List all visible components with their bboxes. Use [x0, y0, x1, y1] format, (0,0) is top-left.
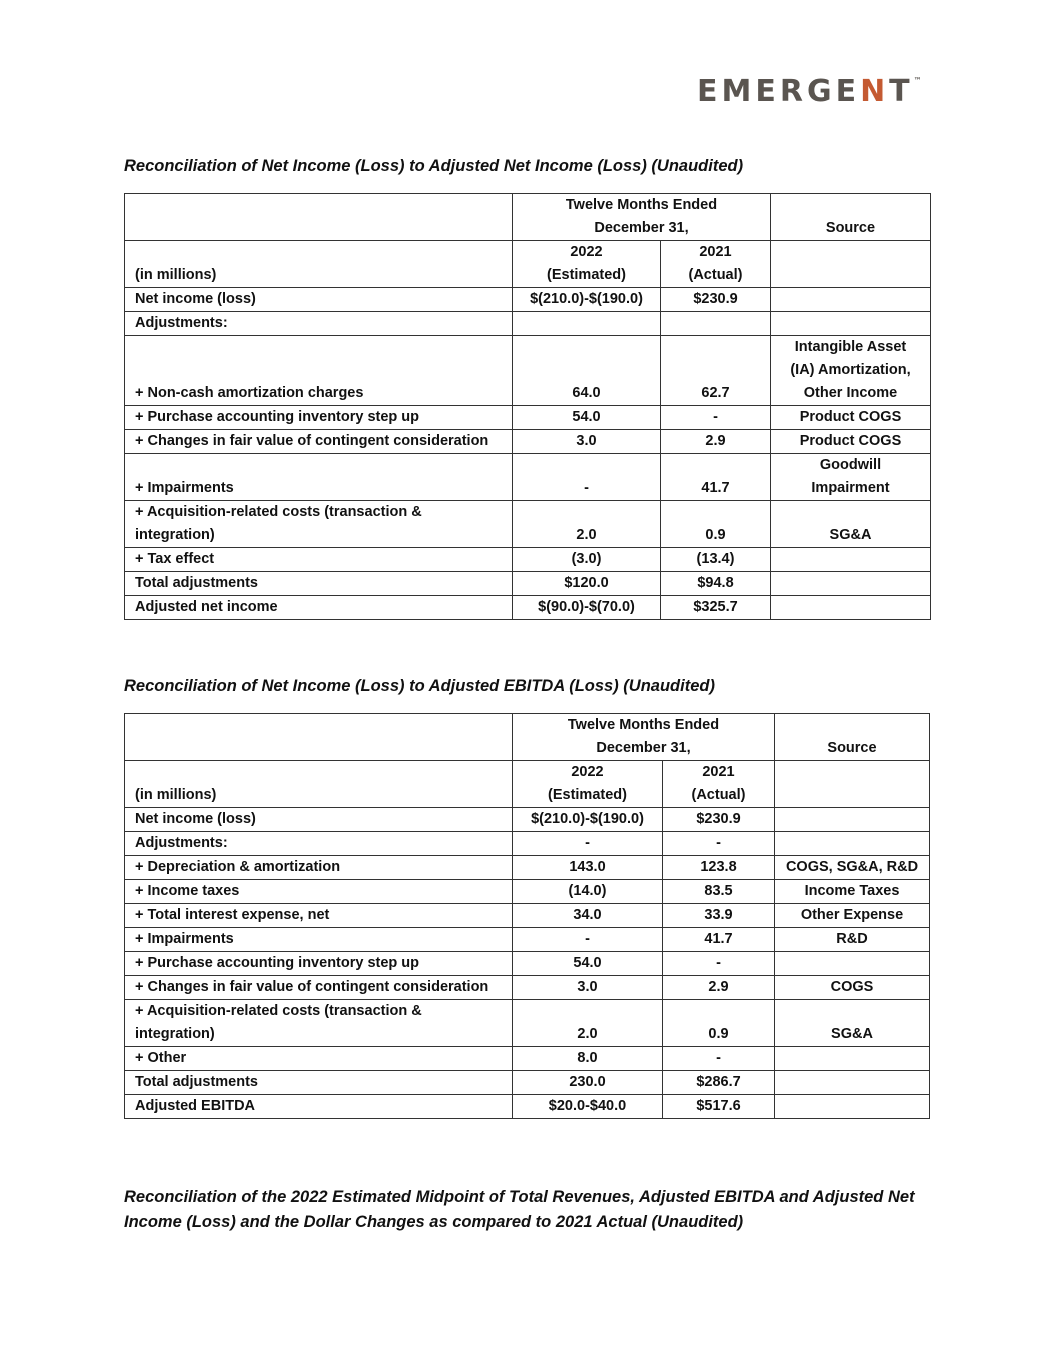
footer-title-line-2: Income (Loss) and the Dollar Changes as compared to 2021 Actual (Unaudited): [124, 1213, 744, 1231]
value-2022: 2.0: [513, 1000, 663, 1047]
table-row: [125, 904, 930, 928]
source-cell: [771, 288, 931, 312]
row-label: [125, 406, 513, 430]
source-cell: [775, 1047, 930, 1071]
value-2021: 2.9: [661, 430, 771, 454]
source-cell: [775, 1000, 930, 1047]
table-row: [125, 832, 930, 856]
value-2021: -: [663, 832, 775, 856]
value-2021: $325.7: [661, 596, 771, 620]
table-row: [125, 430, 931, 454]
row-label-line: + Purchase accounting inventory step up: [135, 409, 420, 425]
table-row: [125, 406, 931, 430]
source-cell: [775, 1095, 930, 1119]
row-label-line: + Acquisition-related costs (transaction &: [135, 504, 422, 520]
value-2021: -: [661, 406, 771, 430]
value-2022: [513, 312, 661, 336]
period-header: [513, 194, 771, 241]
source-cell-line: COGS: [830, 979, 874, 995]
row-label: [125, 1071, 513, 1095]
row-label-line: Total adjustments: [135, 1074, 258, 1090]
value-2021: 33.9: [663, 904, 775, 928]
section-title-adjusted-net-income: Reconciliation of Net Income (Loss) to Adjusted Net Income (Loss) (Unaudited): [124, 157, 744, 175]
row-label-line: + Impairments: [135, 480, 234, 496]
row-label: [125, 808, 513, 832]
value-2022: $(90.0)-$(70.0): [513, 596, 661, 620]
value-2022: $(210.0)-$(190.0): [513, 808, 663, 832]
row-label-line: Net income (loss): [135, 811, 256, 827]
column-header-2022-line: 2022: [571, 764, 604, 780]
value-2022: 54.0: [513, 952, 663, 976]
row-label: [125, 1047, 513, 1071]
row-label: [125, 336, 513, 406]
source-cell-line: SG&A: [829, 527, 872, 543]
period-header: [513, 714, 775, 761]
value-2021: 41.7: [661, 454, 771, 501]
source-cell: [771, 548, 931, 572]
row-label: [125, 1095, 513, 1119]
adjusted-ebitda-table: [124, 713, 930, 1119]
source-cell: [771, 312, 931, 336]
source-cell: [775, 856, 930, 880]
source-cell-line: Income Taxes: [804, 883, 900, 899]
column-header-2021-line: 2021: [699, 244, 732, 260]
source-header: Source: [771, 194, 931, 241]
value-2022: (3.0): [513, 548, 661, 572]
value-2022: (14.0): [513, 880, 663, 904]
units-label: (in millions): [125, 241, 513, 288]
value-2021: 0.9: [661, 501, 771, 548]
table-header-row: [125, 194, 931, 241]
table-row: [125, 808, 930, 832]
column-header-2022-line: (Estimated): [548, 787, 627, 803]
row-label: [125, 572, 513, 596]
table-row: [125, 928, 930, 952]
row-label: [125, 288, 513, 312]
row-label-line: + Changes in fair value of contingent consideration: [135, 433, 489, 449]
footer-title-line-1: Reconciliation of the 2022 Estimated Midpoint of Total Revenues, Adjusted EBITDA and Adjusted Net: [124, 1188, 915, 1206]
table-row: [125, 952, 930, 976]
source-cell: [775, 904, 930, 928]
row-label-line: Adjusted EBITDA: [135, 1098, 256, 1114]
column-header-2022-line: 2022: [570, 244, 603, 260]
source-cell: [775, 952, 930, 976]
header-blank-cell: [125, 194, 513, 241]
source-cell: [771, 336, 931, 406]
row-label: [125, 904, 513, 928]
source-cell: [775, 832, 930, 856]
column-header-2021-line: 2021: [702, 764, 735, 780]
table-row: [125, 856, 930, 880]
source-cell-line: Product COGS: [799, 409, 902, 425]
value-2022: 64.0: [513, 336, 661, 406]
table-row: [125, 312, 931, 336]
emergent-logo: EMERGENT™: [697, 74, 922, 109]
value-2022: 3.0: [513, 430, 661, 454]
column-header-2021-line: (Actual): [688, 267, 743, 283]
source-cell: [775, 880, 930, 904]
row-label-line: Adjustments:: [135, 835, 228, 851]
value-2021: [661, 312, 771, 336]
value-2021: 62.7: [661, 336, 771, 406]
row-label-line: + Impairments: [135, 931, 234, 947]
row-label: [125, 596, 513, 620]
source-cell: [771, 501, 931, 548]
row-label-line: integration): [135, 1026, 215, 1042]
table-header-row: [125, 714, 930, 761]
column-header-2022-line: (Estimated): [547, 267, 626, 283]
source-cell-line: Other Expense: [800, 907, 904, 923]
value-2021: $517.6: [663, 1095, 775, 1119]
row-label-line: + Total interest expense, net: [135, 907, 330, 923]
source-cell-line: Other Income: [803, 385, 898, 401]
source-blank-cell: [775, 761, 930, 808]
value-2022: -: [513, 454, 661, 501]
table-row: [125, 288, 931, 312]
source-cell-line: R&D: [836, 931, 868, 947]
logo-accent-letter: N: [860, 74, 890, 109]
row-label-line: + Acquisition-related costs (transaction &: [135, 1003, 422, 1019]
value-2021: 41.7: [663, 928, 775, 952]
table-row: [125, 548, 931, 572]
value-2022: $20.0-$40.0: [513, 1095, 663, 1119]
table-row: [125, 1000, 930, 1047]
source-cell: [775, 808, 930, 832]
value-2022: 143.0: [513, 856, 663, 880]
row-label-line: + Other: [135, 1050, 187, 1066]
source-cell: [771, 430, 931, 454]
value-2021: 83.5: [663, 880, 775, 904]
period-header-line: Twelve Months Ended: [565, 197, 718, 213]
row-label-line: Adjusted net income: [135, 599, 278, 615]
row-label: [125, 312, 513, 336]
period-header-line: December 31,: [594, 220, 689, 236]
source-cell: [775, 976, 930, 1000]
column-header-2022: [513, 241, 661, 288]
value-2022: 3.0: [513, 976, 663, 1000]
section-title-adjusted-ebitda: Reconciliation of Net Income (Loss) to Adjusted EBITDA (Loss) (Unaudited): [124, 677, 715, 695]
value-2021: (13.4): [661, 548, 771, 572]
table-row: [125, 336, 931, 406]
value-2022: $120.0: [513, 572, 661, 596]
table-row: [125, 454, 931, 501]
table-row: [125, 596, 931, 620]
source-cell: [771, 572, 931, 596]
source-cell: [771, 406, 931, 430]
header-blank-cell: [125, 714, 513, 761]
row-label-line: + Income taxes: [135, 883, 240, 899]
source-cell-line: Product COGS: [799, 433, 902, 449]
source-cell-line: Intangible Asset: [794, 339, 907, 355]
row-label: [125, 928, 513, 952]
value-2021: 123.8: [663, 856, 775, 880]
column-header-2021-line: (Actual): [691, 787, 746, 803]
adjusted-net-income-table: [124, 193, 931, 620]
value-2022: 2.0: [513, 501, 661, 548]
value-2021: 2.9: [663, 976, 775, 1000]
value-2022: 34.0: [513, 904, 663, 928]
table-row: [125, 572, 931, 596]
row-label: [125, 548, 513, 572]
source-blank-cell: [771, 241, 931, 288]
row-label: [125, 880, 513, 904]
source-cell-line: Impairment: [811, 480, 890, 496]
period-header-line: December 31,: [596, 740, 691, 756]
value-2022: $(210.0)-$(190.0): [513, 288, 661, 312]
table-row: [125, 976, 930, 1000]
value-2022: 230.0: [513, 1071, 663, 1095]
row-label-line: + Depreciation & amortization: [135, 859, 341, 875]
value-2022: -: [513, 832, 663, 856]
row-label-line: + Non-cash amortization charges: [135, 385, 364, 401]
value-2022: 8.0: [513, 1047, 663, 1071]
value-2021: $286.7: [663, 1071, 775, 1095]
row-label-line: integration): [135, 527, 215, 543]
table-row: [125, 501, 931, 548]
column-header-2021: [661, 241, 771, 288]
table-row: [125, 1071, 930, 1095]
column-header-2022: [513, 761, 663, 808]
row-label: [125, 430, 513, 454]
source-header: Source: [775, 714, 930, 761]
source-cell: [771, 454, 931, 501]
row-label-line: Net income (loss): [135, 291, 256, 307]
value-2022: 54.0: [513, 406, 661, 430]
source-cell: [775, 1071, 930, 1095]
row-label: [125, 832, 513, 856]
section-title-midpoint-reconciliation: [124, 1185, 915, 1235]
period-header-line: Twelve Months Ended: [567, 717, 720, 733]
value-2021: $230.9: [663, 808, 775, 832]
value-2021: $94.8: [661, 572, 771, 596]
table-row: [125, 880, 930, 904]
row-label: [125, 1000, 513, 1047]
value-2022: -: [513, 928, 663, 952]
source-cell-line: SG&A: [831, 1026, 873, 1042]
value-2021: $230.9: [661, 288, 771, 312]
source-cell: [775, 928, 930, 952]
row-label-line: Adjustments:: [135, 315, 228, 331]
row-label: [125, 856, 513, 880]
source-cell-line: COGS, SG&A, R&D: [785, 859, 919, 875]
row-label: [125, 454, 513, 501]
value-2021: -: [663, 1047, 775, 1071]
row-label-line: + Changes in fair value of contingent consideration: [135, 979, 489, 995]
row-label-line: + Purchase accounting inventory step up: [135, 955, 420, 971]
row-label: [125, 501, 513, 548]
value-2021: -: [663, 952, 775, 976]
column-header-2021: [663, 761, 775, 808]
source-cell-line: Goodwill: [819, 457, 882, 473]
row-label: [125, 952, 513, 976]
table-header-row: [125, 761, 930, 808]
source-cell: [771, 596, 931, 620]
units-label: (in millions): [125, 761, 513, 808]
row-label-line: Total adjustments: [135, 575, 258, 591]
row-label-line: + Tax effect: [135, 551, 215, 567]
table-header-row: [125, 241, 931, 288]
table-row: [125, 1095, 930, 1119]
value-2021: 0.9: [663, 1000, 775, 1047]
row-label: [125, 976, 513, 1000]
source-cell-line: (IA) Amortization,: [790, 362, 911, 378]
table-row: [125, 1047, 930, 1071]
